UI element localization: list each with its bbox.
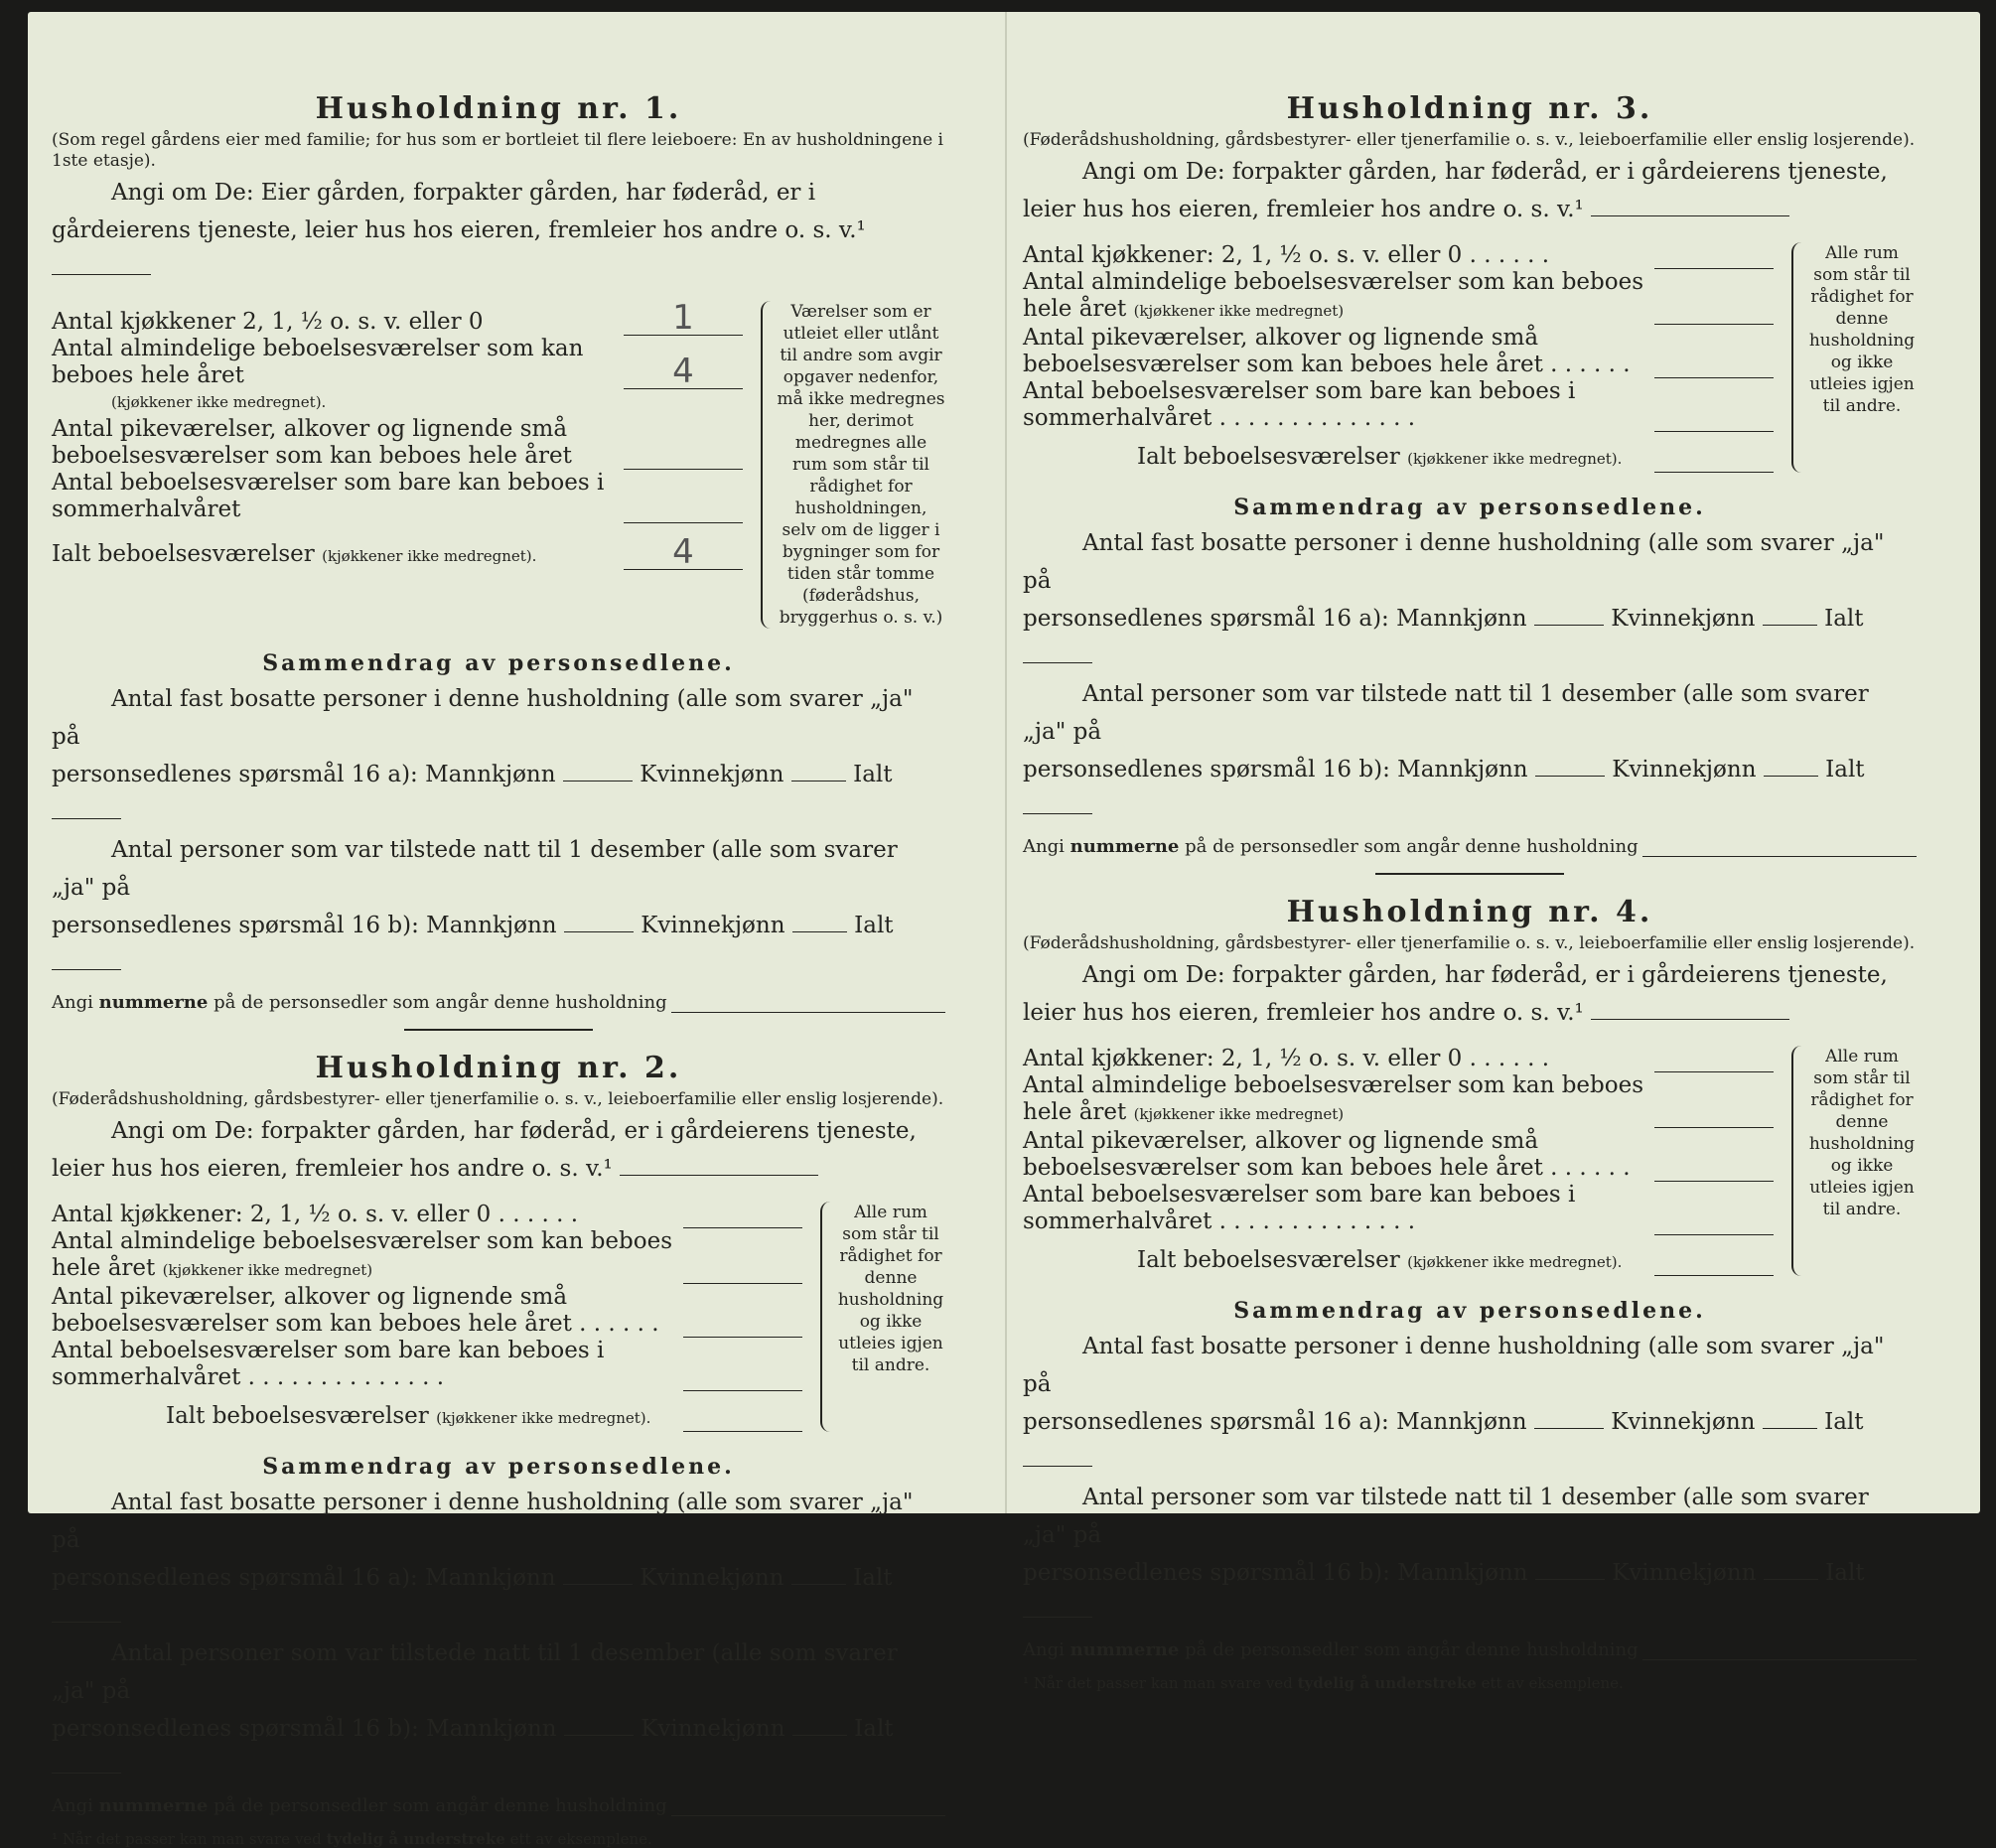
kitchens-value[interactable]: 1 <box>624 301 743 336</box>
household-3: Husholdning nr. 3. (Føderådshusholdning, gårdsbestyrer- eller tjenerfamilie o. s. v., leieboerfamilie eller enslig losjerende). Angi om De: forpakter gården, har føderåd, er i gårdeierens tjeneste, leier hus hos eieren, fremleier hos andre o. s. v.¹ Antal kjøkkener: 2, 1, ½ o. s. v. eller 0 . . . . . . Antal almindelige beboelsesværelser som kan beboes hele året (kjøkkener ikke medregnet) Antal pikeværelser, alkover og lignende små beboelsesværelser som kan beboes hele året . . . . . . Antal beboelsesværelser som bare kan beboes i sommerhalvåret . . . . . . . . . . . . . . Ialt beboelsesværelser (kjøkkener ikke medregnet). Alle rum som står til rådighet for denne husholdning og ikke utleies igjen til andre. Sammendrag av personsedlene. Antal fast bosatte personer i denne husholdning (alle som svarer „ja" på personsedlenes spørsmål 16 a): Mannkjønn Kvinnekjønn Ialt Antal personer som var tilstede natt til 1 desember (alle som svarer „ja" på personsedlenes spørsmål 16 b): Mannkjønn Kvinnekjønn Ialt Angi nummerne på de personsedler som angår denne husholdning <box>1023 91 1916 857</box>
angi-answer-line[interactable] <box>52 250 151 275</box>
total-rooms-row <box>52 532 743 572</box>
section-divider <box>404 1029 593 1031</box>
summary-1-fast-intro: Antal fast bosatte personer i denne husholdning (alle som svarer „ja" på <box>52 686 914 750</box>
summary-2-title: Sammendrag av personsedlene. <box>262 1454 735 1480</box>
summer-rooms-label: Antal beboelsesværelser som bare kan beboes i sommerhalvåret <box>52 470 605 522</box>
household-1-angi: Angi om De: Eier gården, forpakter gården, har føderåd, er i gårdeierens tjeneste, leier hus hos eieren, fremleier hos andre o. s. v.¹ <box>52 174 945 287</box>
household-1 <box>52 91 945 1013</box>
footnote-left: ¹ Når det passer kan man svare ved tydelig å understreke ett av eksemplene. <box>52 1830 652 1848</box>
summary-1-title: Sammendrag av personsedlene. <box>262 650 735 676</box>
household-2-rooms: Antal kjøkkener: 2, 1, ½ o. s. v. eller 0 . . . . . . Antal almindelige beboelsesværelser som kan beboes hele året (kjøkkener ikke medregnet) Antal pikeværelser, alkover og lignende små beboelsesværelser som kan beboes hele året . . . . . . Antal beboelsesværelser som bare kan beboes i sommerhalvåret . . . . . . . . . . . . . . Ialt beboelsesværelser (kjøkkener ikke medregnet). Alle rum som står til rådighet for denne husholdning og ikke utleies igjen til andre. <box>52 1202 945 1432</box>
kitchen-note: (kjøkkener ikke medregnet). <box>111 393 327 411</box>
household-2-title: Husholdning nr. 2. <box>315 1051 682 1085</box>
section-divider <box>1375 873 1564 875</box>
maid-rooms-value[interactable] <box>624 469 743 470</box>
household-3-side-note: Alle rum som står til rådighet for denne husholdning og ikke utleies igjen til andre. <box>1791 242 1917 473</box>
household-3-title: Husholdning nr. 3. <box>1286 91 1653 126</box>
kitchens-row <box>52 298 743 338</box>
household-2-side-note: Alle rum som står til rådighet for denne husholdning og ikke utleies igjen til andre. <box>820 1202 945 1432</box>
ordinary-rooms-label: Antal almindelige beboelsesværelser som kan beboes hele året <box>52 336 584 388</box>
maid-rooms-label: Antal pikeværelser, alkover og lignende små beboelsesværelser som kan beboes hele året <box>52 416 572 469</box>
page-fold <box>1005 12 1007 1513</box>
kitchens-label: Antal kjøkkener 2, 1, ½ o. s. v. eller 0 <box>52 309 484 335</box>
household-4: Husholdning nr. 4. (Føderådshusholdning, gårdsbestyrer- eller tjenerfamilie o. s. v., leieboerfamilie eller enslig losjerende). Angi om De: forpakter gården, har føderåd, er i gårdeierens tjeneste, leier hus hos eieren, fremleier hos andre o. s. v.¹ Antal kjøkkener: 2, 1, ½ o. s. v. eller 0 . . . . . . Antal almindelige beboelsesværelser som kan beboes hele året (kjøkkener ikke medregnet) Antal pikeværelser, alkover og lignende små beboelsesværelser som kan beboes hele året . . . . . . Antal beboelsesværelser som bare kan beboes i sommerhalvåret . . . . . . . . . . . . . . Ialt beboelsesværelser (kjøkkener ikke medregnet). Alle rum som står til rådighet for denne husholdning og ikke utleies igjen til andre. Sammendrag av personsedlene. Antal fast bosatte personer i denne husholdning (alle som svarer „ja" på personsedlenes spørsmål 16 a): Mannkjønn Kvinnekjønn Ialt Antal personer som var tilstede natt til 1 desember (alle som svarer „ja" på personsedlenes spørsmål 16 b): Mannkjønn Kvinnekjønn Ialt Angi nummerne på de personsedler som angår denne husholdning ¹ Når det passer kan man svare ved tydelig å understreke ett av eksemplene. <box>1023 895 1916 1692</box>
household-4-side-note: Alle rum som står til rådighet for denne husholdning og ikke utleies igjen til andre. <box>1791 1046 1917 1276</box>
summer-rooms-row <box>52 470 743 523</box>
household-1-title: Husholdning nr. 1. <box>315 91 682 126</box>
ordinary-rooms-value[interactable]: 4 <box>624 355 743 389</box>
summary-1-present-intro: Antal personer som var tilstede natt til 1 desember (alle som svarer „ja" på <box>52 837 898 901</box>
total-rooms-note: (kjøkkener ikke medregnet). <box>322 547 537 565</box>
summary-1-fast-row: personsedlenes spørsmål 16 a): Mannkjønn Kvinnekjønn Ialt <box>52 756 945 831</box>
summer-rooms-value[interactable] <box>624 522 743 523</box>
right-column <box>1023 91 1917 1692</box>
household-2: Husholdning nr. 2. (Føderådshusholdning, gårdsbestyrer- eller tjenerfamilie o. s. v., leieboerfamilie eller enslig losjerende). Angi om De: forpakter gården, har føderåd, er i gårdeierens tjeneste, leier hus hos eieren, fremleier hos andre o. s. v.¹ Antal kjøkkener: 2, 1, ½ o. s. v. eller 0 . . . . . . Antal almindelige beboelsesværelser som kan beboes hele året (kjøkkener ikke medregnet) Antal pikeværelser, alkover og lignende små beboelsesværelser som kan beboes hele året . . . . . . Antal beboelsesværelser som bare kan beboes i sommerhalvåret . . . . . . . . . . . . . . Ialt beboelsesværelser (kjøkkener ikke medregnet). Alle rum som står til rådighet for denne husholdning og ikke utleies igjen til andre. Sammendrag av personsedlene. Antal fast bosatte personer i denne husholdning (alle som svarer „ja" på personsedlenes spørsmål 16 a): Mannkjønn Kvinnekjønn Ialt Antal personer som var tilstede natt til 1 desember (alle som svarer „ja" på personsedlenes spørsmål 16 b): Mannkjønn Kvinnekjønn Ialt Angi nummerne på de personsedler som angår denne husholdning ¹ Når det passer kan man svare ved tydelig å understreke ett av eksemplene. <box>52 1051 944 1848</box>
household-2-angi: Angi om De: forpakter gården, har føderåd, er i gårdeierens tjeneste, leier hus hos eieren, fremleier hos andre o. s. v.¹ <box>52 1118 917 1182</box>
ordinary-rooms-row <box>52 336 743 389</box>
total-rooms-label: Ialt beboelsesværelser <box>52 541 315 567</box>
maid-rooms-row <box>52 416 743 470</box>
household-1-rooms <box>52 298 945 629</box>
total-rooms-value[interactable]: 4 <box>624 535 743 570</box>
summary-1-nummer: Angi nummerne på de personsedler som angår denne husholdning <box>52 992 945 1013</box>
household-2-note: (Føderådshusholdning, gårdsbestyrer- eller tjenerfamilie o. s. v., leieboerfamilie eller enslig losjerende). <box>52 1089 944 1109</box>
household-4-title: Husholdning nr. 4. <box>1286 895 1653 929</box>
left-column <box>52 91 945 1848</box>
household-1-side-note: Værelser som er utleiet eller utlånt til andre som avgir opgaver nedenfor, må ikke medregnes her, derimot medregnes alle rum som står til rådighet for husholdningen, selv om de ligger i bygninger som for tiden står tomme (føderådshus, bryggerhus o. s. v.) <box>761 301 945 629</box>
household-1-note: (Som regel gårdens eier med familie; for hus som er bortleiet til flere leieboere: En av husholdningene i 1ste etasje). <box>52 130 943 171</box>
footnote-right: ¹ Når det passer kan man svare ved tydelig å understreke ett av eksemplene. <box>1023 1674 1624 1692</box>
summary-1-present-row: personsedlenes spørsmål 16 b): Mannkjønn Kvinnekjønn Ialt <box>52 907 945 982</box>
